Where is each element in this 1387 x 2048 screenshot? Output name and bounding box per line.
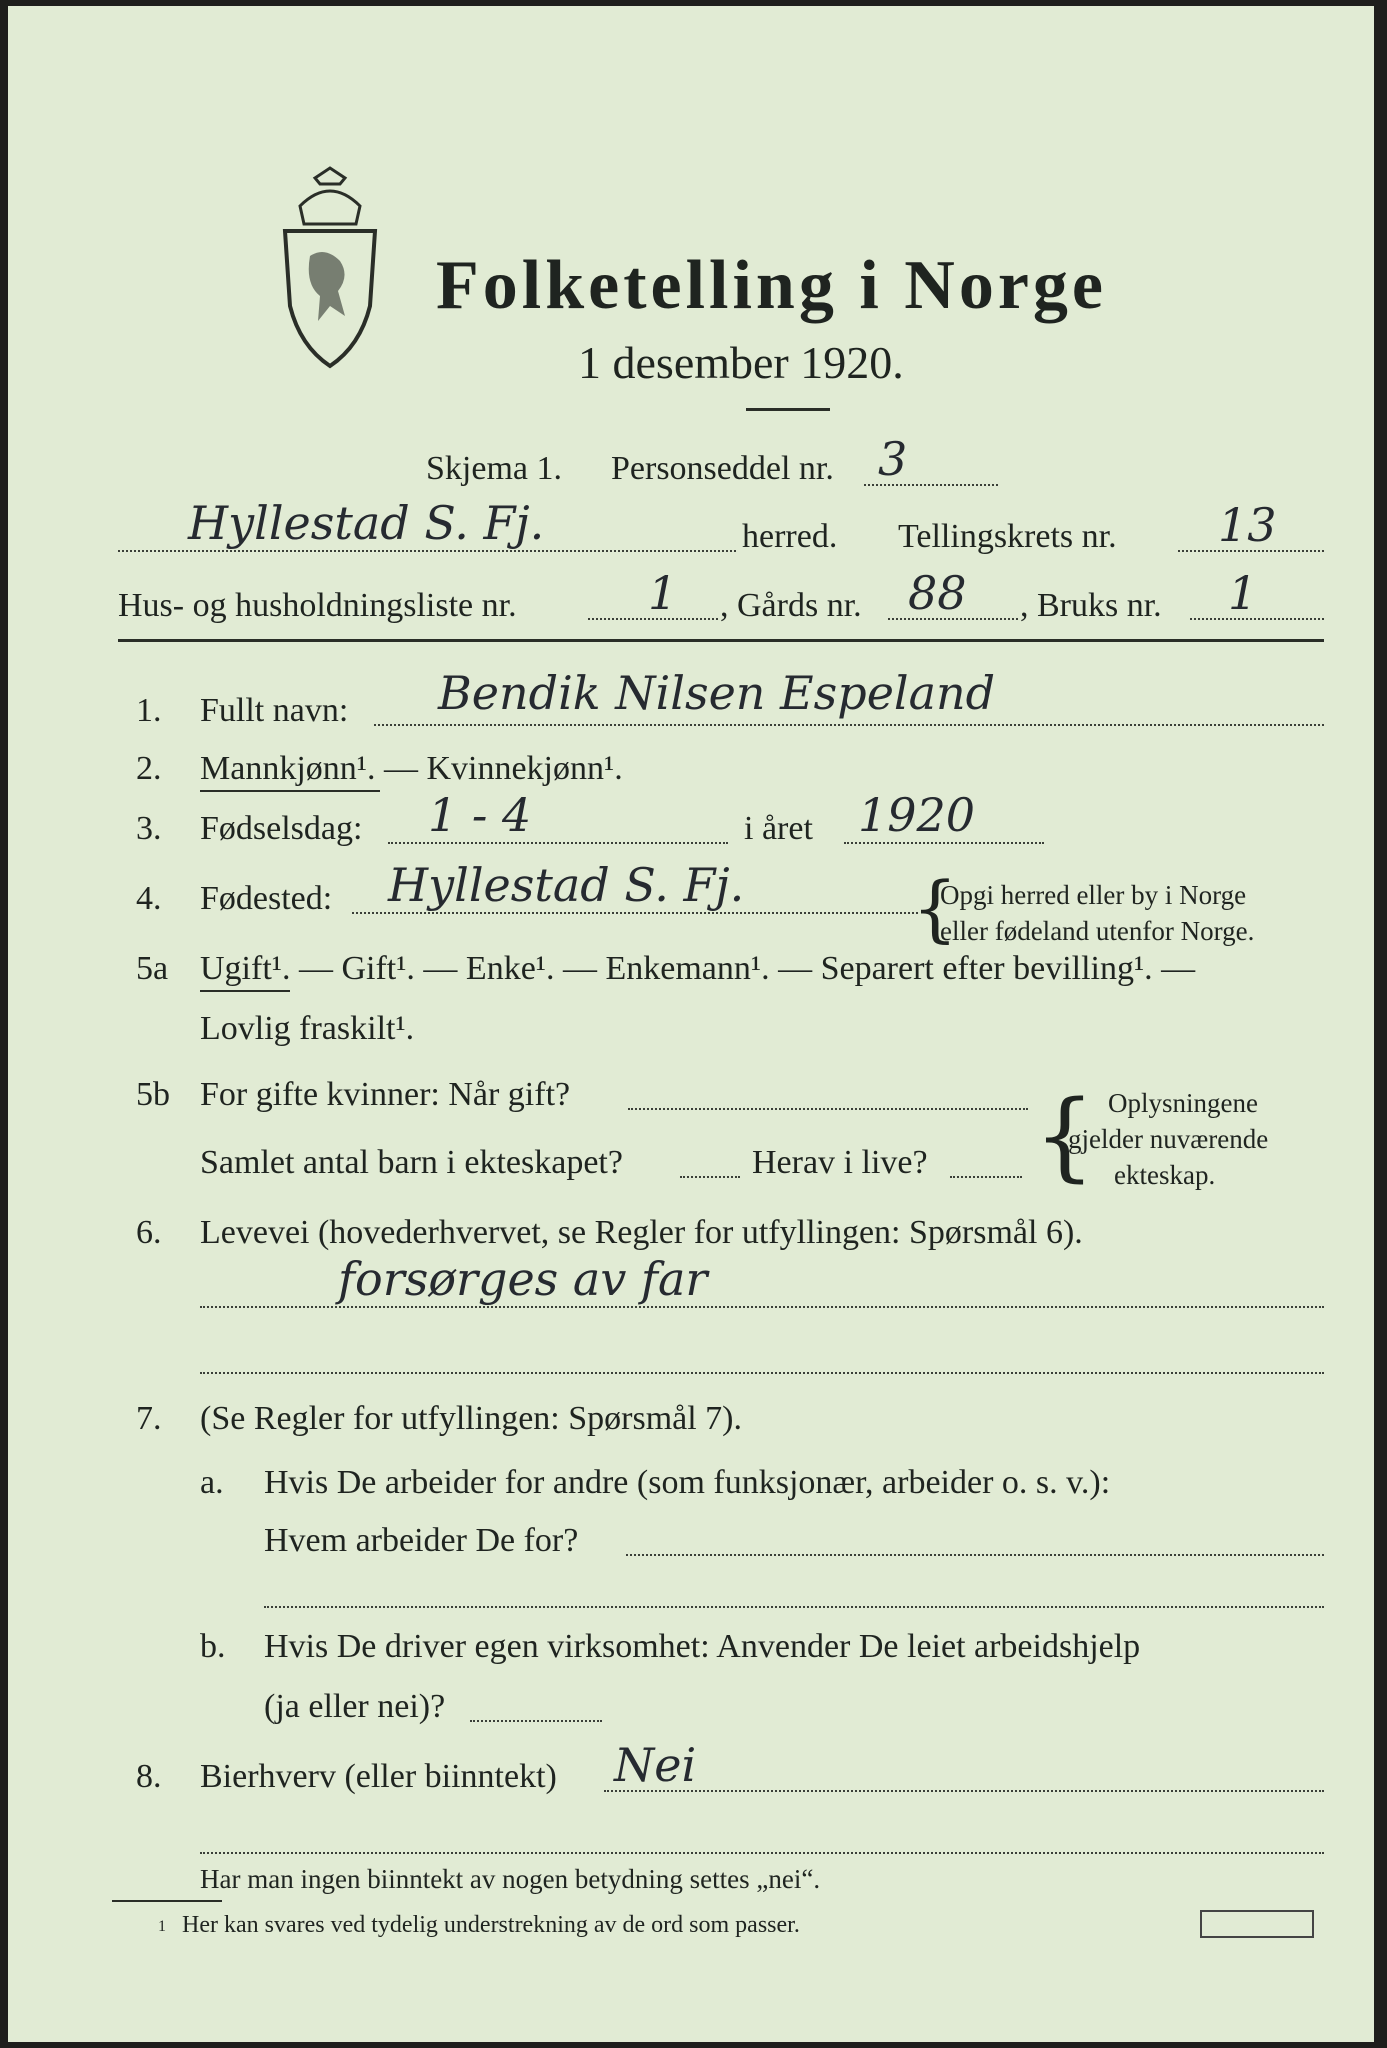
q5a-label-2: Lovlig fraskilt¹. xyxy=(200,1010,415,1047)
herred-line xyxy=(118,550,736,552)
q3-year-label: i året xyxy=(744,810,813,847)
q6-number: 6. xyxy=(136,1214,162,1251)
q7a-label-2: Hvem arbeider De for? xyxy=(264,1522,579,1559)
q4-note-1: Opgi herred eller by i Norge xyxy=(940,880,1247,910)
hus-value: 1 xyxy=(648,566,678,620)
q8-label: Bierhverv (eller biinntekt) xyxy=(200,1758,557,1795)
footnote-text: Her kan svares ved tydelig understrekning av de ord som passer. xyxy=(182,1912,800,1938)
form-title: Folketelling i Norge xyxy=(436,247,1108,324)
bruks-value: 1 xyxy=(1228,566,1258,620)
footnote-divider xyxy=(112,1900,222,1902)
q1-number: 1. xyxy=(136,692,162,729)
q6-value: forsørges av far xyxy=(338,1252,708,1306)
krets-label: Tellingskrets nr. xyxy=(898,518,1117,555)
q8-line-1 xyxy=(604,1790,1324,1792)
q4-brace: { xyxy=(912,866,958,950)
q7a-line-2 xyxy=(264,1606,1324,1608)
printer-stamp xyxy=(1200,1910,1314,1938)
q5b-label-1: For gifte kvinner: Når gift? xyxy=(200,1076,571,1113)
q2-underline xyxy=(200,790,380,792)
q5a-label: Ugift¹. — Gift¹. — Enke¹. — Enkemann¹. — Separert efter bevilling¹. — xyxy=(200,950,1196,987)
q3-year-value: 1920 xyxy=(858,788,976,842)
krets-value: 13 xyxy=(1218,498,1277,552)
q5b-brace: { xyxy=(1034,1080,1096,1192)
q5b-label-2: Samlet antal barn i ekteskapet? xyxy=(200,1144,623,1181)
person-label: Personseddel nr. xyxy=(611,450,834,487)
person-nr-value: 3 xyxy=(878,432,908,486)
q2-label: Mannkjønn¹. — Kvinnekjønn¹. xyxy=(200,750,623,787)
q7b-letter: b. xyxy=(200,1628,226,1665)
q5a-underline xyxy=(200,990,290,992)
q4-label: Fødested: xyxy=(200,880,333,917)
q5b-label-3: Herav i live? xyxy=(752,1144,928,1181)
gards-value: 88 xyxy=(908,566,967,620)
herred-value: Hyllestad S. Fj. xyxy=(188,496,545,550)
q8-number: 8. xyxy=(136,1758,162,1795)
q7a-letter: a. xyxy=(200,1464,224,1501)
q5b-note-2: gjelder nuværende xyxy=(1068,1124,1269,1154)
census-form xyxy=(8,6,1374,2042)
coat-of-arms-emblem xyxy=(270,166,390,376)
q5b-note-3: ekteskap. xyxy=(1114,1160,1216,1190)
q4-note-2: eller fødeland utenfor Norge. xyxy=(940,916,1255,946)
q5b-line-3 xyxy=(950,1176,1022,1178)
q7-label: (Se Regler for utfyllingen: Spørsmål 7). xyxy=(200,1400,743,1437)
q8-note: Har man ingen biinntekt av nogen betydning settes „nei“. xyxy=(200,1864,821,1894)
q2-number: 2. xyxy=(136,750,162,787)
q8-value: Nei xyxy=(614,1738,697,1792)
q7b-label: Hvis De driver egen virksomhet: Anvender De leiet arbeidshjelp xyxy=(264,1628,1141,1665)
bruks-label: , Bruks nr. xyxy=(1020,587,1162,624)
q4-number: 4. xyxy=(136,880,162,917)
q5b-line-1 xyxy=(628,1108,1028,1110)
q7a-line-1 xyxy=(626,1554,1324,1556)
q1-value: Bendik Nilsen Espeland xyxy=(438,666,996,720)
herred-label: herred. xyxy=(742,518,838,555)
q1-label: Fullt navn: xyxy=(200,692,349,729)
title-divider xyxy=(746,408,830,411)
q3-label: Fødselsdag: xyxy=(200,810,363,847)
hus-label: Hus- og husholdningsliste nr. xyxy=(118,587,517,624)
q7-number: 7. xyxy=(136,1400,162,1437)
q5b-note-1: Oplysningene xyxy=(1108,1088,1258,1118)
schema-label: Skjema 1. xyxy=(426,450,562,487)
q7a-label: Hvis De arbeider for andre (som funksjonær, arbeider o. s. v.): xyxy=(264,1464,1111,1501)
q3-year-line xyxy=(844,842,1044,844)
form-date: 1 desember 1920. xyxy=(578,337,904,388)
q5b-number: 5b xyxy=(136,1076,170,1113)
q6-line-2 xyxy=(200,1372,1324,1374)
q8-line-2 xyxy=(200,1852,1324,1854)
q7b-line xyxy=(470,1720,602,1722)
q3-line xyxy=(388,842,728,844)
header-divider xyxy=(118,639,1324,642)
gards-label: , Gårds nr. xyxy=(720,587,862,624)
q6-line-1 xyxy=(200,1306,1324,1308)
q6-label: Levevei (hovederhvervet, se Regler for utfyllingen: Spørsmål 6). xyxy=(200,1214,1083,1251)
q4-line xyxy=(352,912,918,914)
q7b-label-2: (ja eller nei)? xyxy=(264,1688,446,1725)
q5b-line-2 xyxy=(680,1176,740,1178)
q3-number: 3. xyxy=(136,810,162,847)
q4-value: Hyllestad S. Fj. xyxy=(388,858,745,912)
footnote-mark: 1 xyxy=(158,1918,166,1935)
bruks-line xyxy=(1190,618,1324,620)
q5a-number: 5a xyxy=(136,950,169,987)
q1-line xyxy=(374,724,1324,726)
q3-value: 1 - 4 xyxy=(428,788,532,842)
